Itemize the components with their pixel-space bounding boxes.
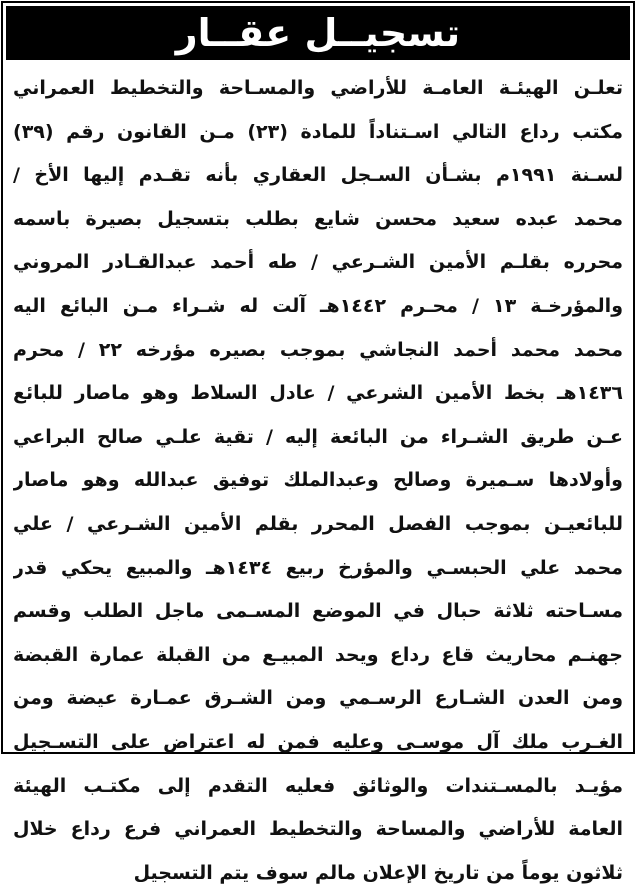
notice-line: ١٤٣٦هـ بخط الأمين الشرعي / عادل السلاط وهو ماصار للبائع: [13, 382, 623, 405]
notice-body: [13, 67, 623, 895]
notice-line: العامة للأراضي والمساحة والتخطيط العمراني فرع رداع خلال: [13, 818, 623, 841]
notice-title: تسجيــل عقــار: [175, 11, 461, 55]
real-estate-registration-notice: [1, 1, 635, 884]
notice-line: لسـنة ١٩٩١م بشـأن السـجل العقاري بأنه تقـدم إليها الأخ /: [13, 164, 623, 187]
notice-line: تعلـن الهيئـة العامـة للأراضي والمسـاحة والتخطيط العمراني: [13, 77, 623, 99]
notice-line: ومن العدن الشـارع الرسـمي ومن الشـرق عمـارة عيضة ومن: [13, 687, 623, 710]
notice-line: وأولادها سـميرة وصالح وعبدالملك توفيق عبدالله وهو ماصار: [13, 469, 623, 492]
notice-line: محمد عبده سعيد محسن شايع بطلب بتسجيل بصيرة باسمه: [13, 207, 623, 230]
notice-line: جهنـم محاريث قاع رداع ويحد المبيـع من القبلة عمارة القبضة: [13, 643, 623, 666]
notice-line: عـن طريق الشـراء من البائعة إليه / تقية علـي صالح البراعي: [13, 425, 623, 448]
notice-line: ثلاثون يوماً من تاريخ الإعلان مالم سوف يتم التسجيل: [133, 861, 623, 884]
notice-line: محرره بقلـم الأمين الشـرعي / طه أحمد عبدالقـادر المروني: [13, 251, 623, 274]
notice-line: محمد محمد أحمد النجاشي بموجب بصيره مؤرخه ٢٢ / محرم: [13, 338, 623, 361]
notice-line: محمد علي الحبسـي والمؤرخ ربيع ١٤٣٤هـ والمبيع يحكي قدر: [13, 556, 623, 579]
notice-line: والمؤرخـة ١٣ / محـرم ١٤٤٢هـ آلت له شـراء مـن البائع اليه: [13, 294, 623, 317]
notice-line: الغـرب ملك آل موسـى وعليه فمن له اعتراض على التسـجيل: [13, 730, 623, 753]
notice-line: للبائعيـن بموجب الفصل المحرر بقلم الأمين الشـرعي / علي: [13, 512, 623, 535]
notice-line: مسـاحته ثلاثة حبال في الموضع المسـمى ماجل الطلب وقسم: [13, 600, 623, 623]
title-bar: [6, 6, 630, 60]
notice-line: مؤيـد بالمسـتندات والوثائق فعليه التقدم إلى مكتـب الهيئة: [13, 774, 623, 797]
notice-line: مكتب رداع التالي اسـتناداً للمادة (٢٣) مـن القانون رقم (٣٩): [13, 120, 623, 143]
